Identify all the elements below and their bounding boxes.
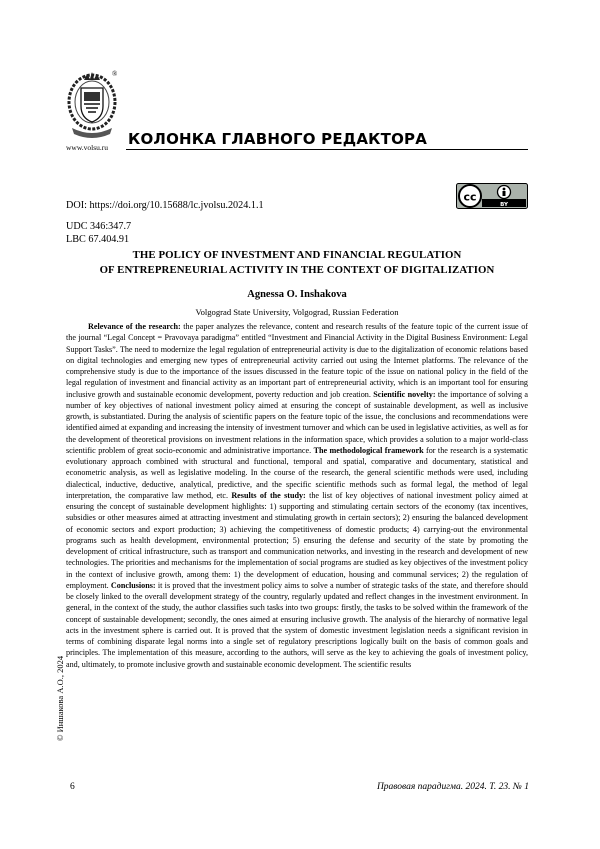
abstract-heading-novelty: Scientific novelty: [373,389,436,399]
lbc-line: LBC 67.404.91 [66,234,130,245]
header-rule [126,149,528,150]
udc-line: UDC 346:347.7 [66,221,132,232]
abstract-heading-conclusions: Conclusions: [110,580,156,590]
site-url: www.volsu.ru [66,143,109,152]
registered-mark: ® [112,70,118,78]
article-title-line-2: OF ENTREPRENEURIAL ACTIVITY IN THE CONTEXT OF DIGITALIZATION [99,263,495,276]
article-title [60,248,534,277]
abstract-text-novelty: the importance of solving a number of key objectives of national investment policy aimed at ensuring the concept of sustainable development, as well as inclusive growth, is substantiated. During the analysis of scientific papers on the feature topic of the issue, the conclusions and recommendations were identified aimed at expanding and increasing the intensity of investment turnover and which can be used in legislative activities, as well as for the development of theoretical provisions on investment relations in the information space, which provides a solution to a major world-class scientific problem of great socio-economic and administrative importance. [66,389,529,455]
column-title: КОЛОНКА ГЛАВНОГО РЕДАКТОРА [128,130,428,148]
running-title: Правовая парадигма. 2024. Т. 23. № 1 [376,782,529,792]
abstract-text-relevance: the paper analyzes the relevance, content and research results of the feature topic of the current issue of the journal “Legal Concept = Pravovaya paradigma” entitled “Investment and Financial Activity in the Digital Business Environment: Legal Support Tasks”. The need to modernize the legal regulation of entrepreneurial activity is due to the digitalization of economic relations based on digital technologies and emerging new types of entrepreneurial activity carried out using the Internet platforms. The relevance of the comprehensive study is due to the importance of the issues discussed in the feature topic of the issue on national policy in the field of the legal regulation of investment and financial activity as an important part of entrepreneurial activity, which is an important tool for ensuring inclusive growth and sustainable economic development, poverty reduction and job creation. [66,322,528,399]
svg-text:cc: cc [463,190,477,204]
abstract-heading-relevance: Relevance of the research: [88,322,181,331]
doi-line[interactable]: DOI: https://doi.org/10.15688/lc.jvolsu.2024.1.1 [66,200,264,211]
article-title-line-1: THE POLICY OF INVESTMENT AND FINANCIAL REGULATION [132,249,462,261]
abstract-text-results: the list of key objectives of national investment policy aimed at ensuring the concept of sustainable development highlights: 1) supporting and stimulating certain sectors of the economy (tax incentives, subsidies or other measures aimed at attracting investment and stimulating growth in certain sectors); 2) ensuring the balanced development of economic sectors and export production; 3) achieving the competitiveness of domestic products; 4) carrying-out the environmental programs such as health development, environmental protection; 5) ensuring the defense and security of the state by promoting the development of critical infrastructure, such as transport and communication networks, and investing in the research and development of new technologies. The priorities and mechanisms for the implementation of social programs are studied as key objectives of the investment policy in the context of inclusive growth, among them: 1) the development of education, housing and communal services; 2) the regulation of employment. [66,490,528,590]
abstract-text-methodology: for the research is a systematic evolutionary approach combined with structural and functional, temporal and spatial, comparative and documentary, statistical and econometric analysis, as well as legislative modeling. In the course of the research, the general scientific methods were used, including dialectical, inductive, deductive, analytical, predictive, and the specific scientific methods such as formal legal, the method of legal interpretation, the comparative law method, etc. [66,445,528,500]
university-crest-logo [66,66,118,142]
abstract-text-conclusions: it is proved that the investment policy aims to solve a number of strategic tasks of the state, and therefore should be closely linked to the overall development strategy of the country, regularly updated and reflect changes in the investment environment. In general, in the context of the study, the author classifies such tasks into two groups: firstly, the tasks to be solved within the framework of the concept of sustainable development; secondly, the ones aimed at ensuring inclusive growth. The analysis of the hierarchy of normative legal acts in the investment sphere is carried out. It is proved that the system of domestic investment legislation needs a significant revision in terms of combining disparate legal norms into a single set of regulatory prescriptions logically built on the basis of common goals and principles. The implementation of this measure, according to the authors, will serve as the key to achieving the goals of investment policy, and, ultimately, to promote inclusive growth and sustainable economic development. The scientific results [66,580,528,669]
author-affiliation: Volgograd State University, Volgograd, Russian Federation [195,307,399,317]
copyright-vertical: © Иншакова А.О., 2024 [55,655,65,741]
svg-text:BY: BY [500,201,508,208]
cc-by-license-icon[interactable] [456,183,528,209]
abstract-heading-methodology: The methodological framework [313,445,424,455]
abstract-paragraph [66,321,528,670]
author-name: Agnessa O. Inshakova [247,289,347,300]
abstract-heading-results: Results of the study: [231,490,306,500]
page-number: 6 [70,782,75,792]
